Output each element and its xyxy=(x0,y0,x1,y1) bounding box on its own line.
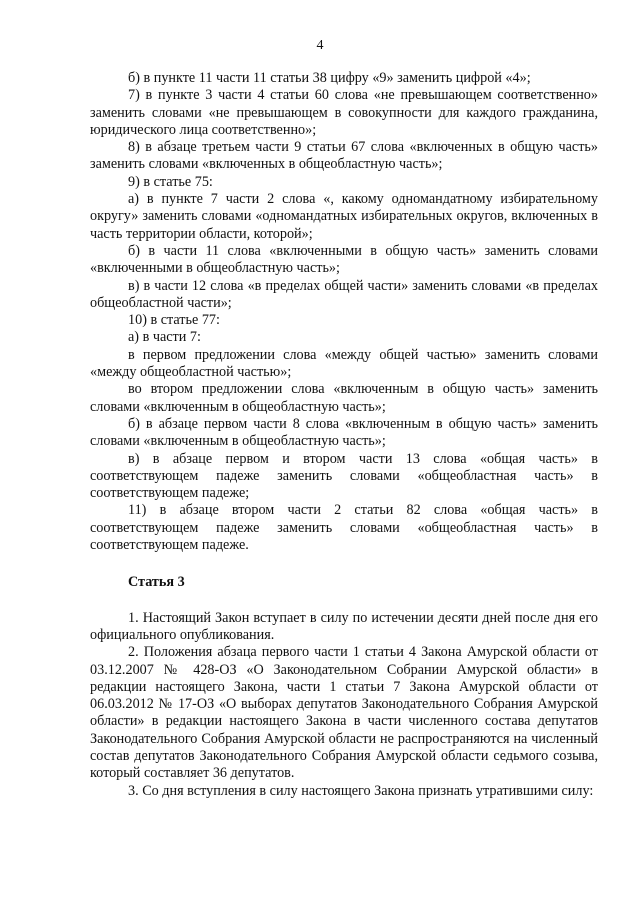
paragraph-item-10a-second-sentence: во втором предложении слова «включенным в общую часть» заменить словами «включенным в общеобластную часть»; xyxy=(90,381,598,415)
paragraph-item-9a: а) в пункте 7 части 2 слова «, какому одномандатному избирательному округу» заменить словами «одномандатных избирательных округов, включенных в часть территории области, которой»; xyxy=(90,191,598,242)
paragraph-item-10: 10) в статье 77: xyxy=(128,312,220,329)
paragraph-item-11: 11) в абзаце втором части 2 статьи 82 слова «общая часть» в соответствующем падеже заменить словами «общеобластная часть» в соответствующем падеже. xyxy=(90,502,598,554)
paragraph-clause-3: 3. Со дня вступления в силу настоящего Закона признать утратившими силу: xyxy=(128,782,594,799)
paragraph-item-7: 7) в пункте 3 части 4 статьи 60 слова «не превышающем соответственно» заменить словами «не превышающем в совокупности для каждого гражданина, юридического лица соответственно»; xyxy=(90,87,598,138)
paragraph-item-10a: а) в части 7: xyxy=(128,329,201,346)
article-heading: Статья 3 xyxy=(128,574,185,591)
paragraph-item-9b: б) в части 11 слова «включенными в общую часть» заменить словами «включенными в общеобластную часть»; xyxy=(90,242,598,277)
document-body xyxy=(90,70,598,800)
spacer xyxy=(90,554,598,574)
paragraph-item-10v: в) в абзаце первом и втором части 13 слова «общая часть» в соответствующем падеже заменить словами «общеобластная часть» в соответствующем падеже; xyxy=(90,450,598,502)
paragraph-item-6b: б) в пункте 11 части 11 статьи 38 цифру «9» заменить цифрой «4»; xyxy=(128,70,531,86)
paragraph-item-9v: в) в части 12 слова «в пределах общей части» заменить словами «в пределах общеобластной части»; xyxy=(90,277,598,311)
paragraph-item-9: 9) в статье 75: xyxy=(128,173,213,190)
page-number: 4 xyxy=(316,38,324,53)
paragraph-clause-2: 2. Положения абзаца первого части 1 статьи 4 Закона Амурской области от 03.12.2007 № 428-ОЗ «О Законодательном Собрании Амурской области» в редакции настоящего Закона, части 1 статьи 7 Закона Амурской области от 06.03.2012 № 17-ОЗ «О выборах депутатов Законодательного Собрания Амурской области» в редакции настоящего Закона в части численного состава депутатов Законодательного Собрания Амурской области не распространяются на численный состав депутатов Законодательного Собрания Амурской области седьмого созыва, который составляет 36 депутатов. xyxy=(90,644,598,782)
paragraph-item-10a-first-sentence: в первом предложении слова «между общей частью» заменить словами «между общеобластной частью»; xyxy=(90,346,598,381)
spacer xyxy=(90,592,598,610)
paragraph-item-8: 8) в абзаце третьем части 9 статьи 67 слова «включенных в общую часть» заменить словами «включенных в общеобластную часть»; xyxy=(90,139,598,173)
paragraph-clause-1: 1. Настоящий Закон вступает в силу по истечении десяти дней после дня его официального опубликования. xyxy=(90,609,598,643)
paragraph-item-10b: б) в абзаце первом части 8 слова «включенным в общую часть» заменить словами «включенным в общеобластную часть»; xyxy=(90,415,598,450)
